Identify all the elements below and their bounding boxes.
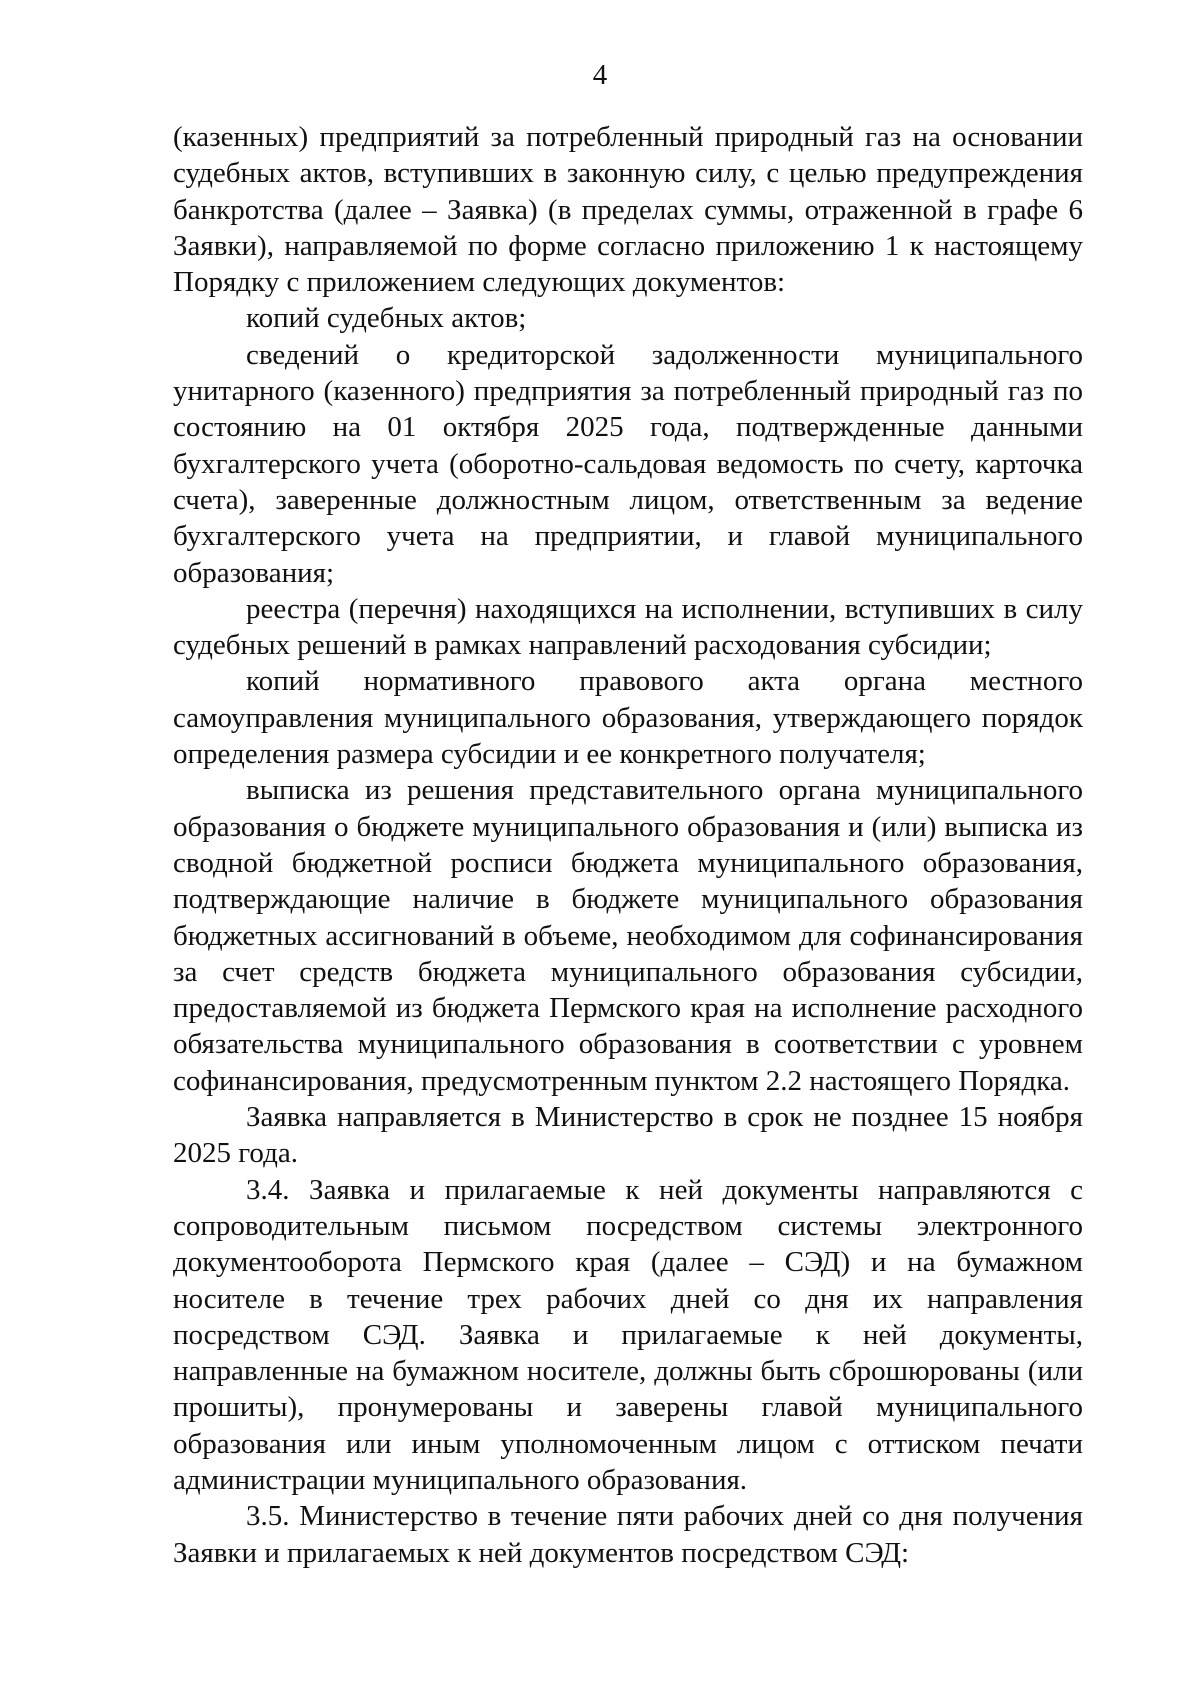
paragraph-continuation: (казенных) предприятий за потребленный природный газ на основании судебных актов, вступивших в законную силу, с целью предупреждения банкротства (далее – Заявка) (в пределах суммы, отраженной в графе 6 Заявки), направляемой по форме согласно приложению 1 к настоящему Порядку с приложением следующих документов: xyxy=(173,121,1083,299)
page-number: 4 xyxy=(592,59,608,91)
paragraph-normative-act: копий нормативного правового акта органа местного самоуправления муниципального образования, утверждающего порядок определения размера субсидии и ее конкретного получателя; xyxy=(173,665,1083,771)
paragraph-court-acts: копий судебных актов; xyxy=(246,302,527,335)
paragraph-application-deadline: Заявка направляется в Министерство в срок не позднее 15 ноября 2025 года. xyxy=(173,1101,1083,1170)
paragraph-budget-extract: выписка из решения представительного органа муниципального образования о бюджете муниципального образования и (или) выписка из сводной бюджетной росписи бюджета муниципального образования, подтверждающие наличие в бюджете муниципального образования бюджетных ассигнований в объеме, необходимом для софинансирования за счет средств бюджета муниципального образования субсидии, предоставляемой из бюджета Пермского края на исполнение расходного обязательства муниципального образования в соответствии с уровнем софинансирования, предусмотренным пунктом 2.2 настоящего Порядка. xyxy=(173,774,1083,1097)
paragraph-debt-information: сведений о кредиторской задолженности муниципального унитарного (казенного) предприятия за потребленный природный газ по состоянию на 01 октября 2025 года, подтвержденные данными бухгалтерского учета (оборотно-сальдовая ведомость по счету, карточка счета), заверенные должностным лицом, ответственным за ведение бухгалтерского учета на предприятии, и главой муниципального образования; xyxy=(173,338,1083,589)
paragraph-section-3-5: 3.5. Министерство в течение пяти рабочих дней со дня получения Заявки и прилагаемых к ней документов посредством СЭД: xyxy=(173,1500,1083,1569)
paragraph-registry: реестра (перечня) находящихся на исполнении, вступивших в силу судебных решений в рамках направлений расходования субсидии; xyxy=(173,592,1083,662)
paragraph-section-3-4: 3.4. Заявка и прилагаемые к ней документы направляются с сопроводительным письмом посредством системы электронного документооборота Пермского края (далее – СЭД) и на бумажном носителе в течение трех рабочих дней со дня их направления посредством СЭД. Заявка и прилагаемые к ней документы, направленные на бумажном носителе, должны быть сброшюрованы (или прошиты), пронумерованы и заверены главой муниципального образования или иным уполномоченным лицом с оттиском печати администрации муниципального образования. xyxy=(173,1173,1083,1496)
document-body xyxy=(173,119,1083,1571)
